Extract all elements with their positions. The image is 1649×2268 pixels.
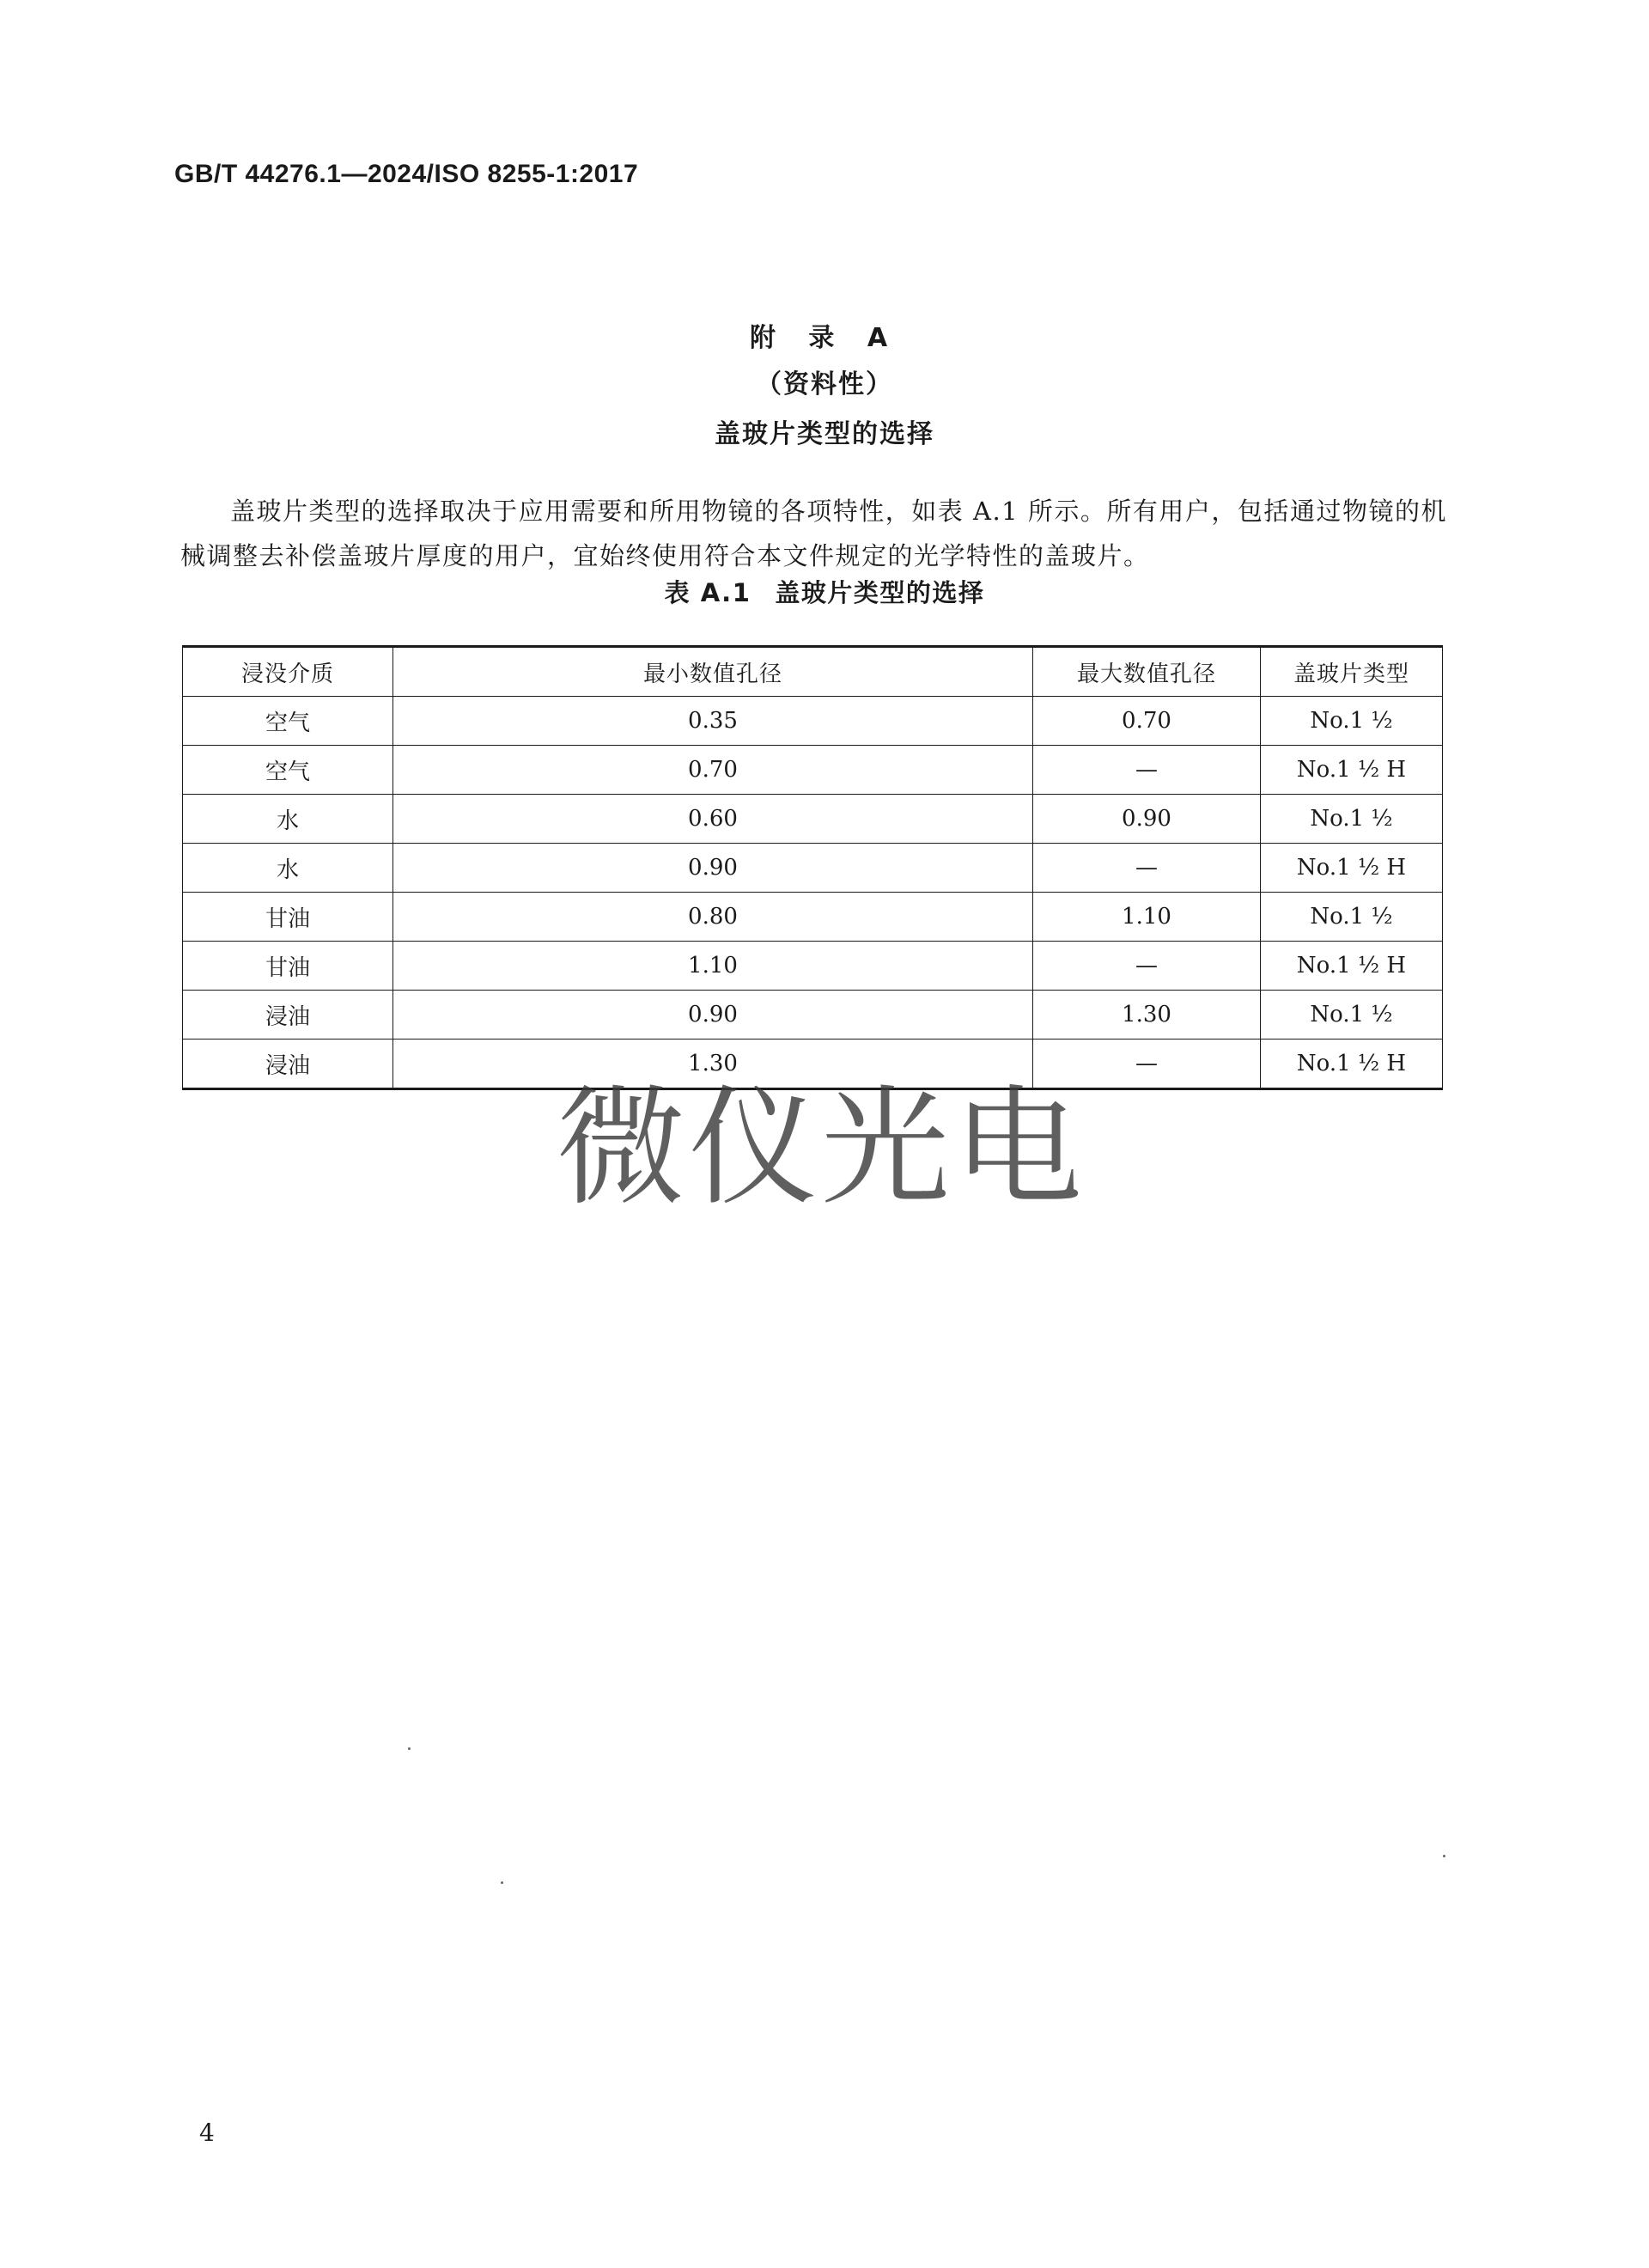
cell-min-na: 0.70: [393, 746, 1033, 795]
cell-min-na: 0.60: [393, 795, 1033, 844]
table-row: [183, 893, 1443, 942]
scan-speck: [408, 1747, 411, 1750]
cell-medium: 空气: [183, 746, 393, 795]
cell-coverslip-type: No.1 ½ H: [1261, 942, 1443, 991]
table-row: [183, 697, 1443, 746]
cell-coverslip-type: No.1 ½ H: [1261, 1040, 1443, 1089]
cell-min-na: 0.35: [393, 697, 1033, 746]
header-max-na: 最大数值孔径: [1033, 647, 1261, 697]
cell-max-na: 1.10: [1033, 893, 1261, 942]
coverslip-selection-table: [182, 645, 1443, 1090]
table-row: [183, 795, 1443, 844]
cell-max-na: —: [1033, 1040, 1261, 1089]
cell-medium: 浸油: [183, 991, 393, 1040]
cell-max-na: —: [1033, 942, 1261, 991]
table-header-row: [183, 647, 1443, 697]
cell-medium: 空气: [183, 697, 393, 746]
cell-coverslip-type: No.1 ½ H: [1261, 746, 1443, 795]
cell-min-na: 0.80: [393, 893, 1033, 942]
cell-medium: 甘油: [183, 942, 393, 991]
cell-max-na: 1.30: [1033, 991, 1261, 1040]
cell-max-na: 0.70: [1033, 697, 1261, 746]
cell-medium: 水: [183, 795, 393, 844]
cell-max-na: 0.90: [1033, 795, 1261, 844]
cell-min-na: 0.90: [393, 844, 1033, 893]
body-paragraph: 盖玻片类型的选择取决于应用需要和所用物镜的各项特性，如表 A.1 所示。所有用户，包括通过物镜的机械调整去补偿盖玻片厚度的用户，宜始终使用符合本文件规定的光学特性的盖玻片。: [180, 497, 1447, 570]
cell-min-na: 1.30: [393, 1040, 1033, 1089]
cell-min-na: 0.90: [393, 991, 1033, 1040]
cell-coverslip-type: No.1 ½: [1261, 795, 1443, 844]
cell-max-na: —: [1033, 746, 1261, 795]
cell-medium: 浸油: [183, 1040, 393, 1089]
cell-coverslip-type: No.1 ½: [1261, 697, 1443, 746]
table-caption: [0, 574, 1649, 609]
scan-speck: [501, 1881, 503, 1884]
header-coverslip-type: 盖玻片类型: [1261, 647, 1443, 697]
table-row: [183, 1040, 1443, 1089]
table-row: [183, 942, 1443, 991]
annex-title: 附 录 A: [749, 323, 900, 353]
watermark: 微仪光电: [557, 1074, 1086, 1223]
cell-medium: 水: [183, 844, 393, 893]
header-medium: 浸没介质: [183, 647, 393, 697]
table-row: [183, 844, 1443, 893]
table-row: [183, 991, 1443, 1040]
scan-speck: [1443, 1855, 1445, 1857]
cell-max-na: —: [1033, 844, 1261, 893]
page-number: 4: [199, 2119, 215, 2147]
header-min-na: 最小数值孔径: [393, 647, 1033, 697]
cell-coverslip-type: No.1 ½ H: [1261, 844, 1443, 893]
table-caption-number: 表 A.1: [664, 578, 751, 607]
cell-coverslip-type: No.1 ½: [1261, 893, 1443, 942]
annex-nature: （资料性）: [756, 369, 893, 399]
cell-coverslip-type: No.1 ½: [1261, 991, 1443, 1040]
annex-heading: 盖玻片类型的选择: [715, 419, 934, 449]
cell-min-na: 1.10: [393, 942, 1033, 991]
standard-code: GB/T 44276.1—2024/ISO 8255-1:2017: [174, 160, 639, 188]
cell-medium: 甘油: [183, 893, 393, 942]
table-caption-title: 盖玻片类型的选择: [775, 578, 985, 607]
table-row: [183, 746, 1443, 795]
